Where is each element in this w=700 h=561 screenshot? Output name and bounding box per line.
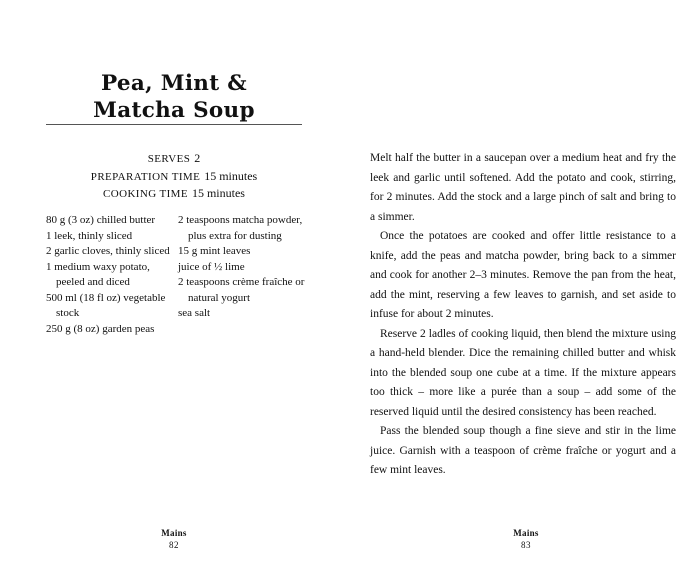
method-paragraph: Pass the blended soup though a fine sieve and stir in the lime juice. Garnish with a teaspoon of crème fraîche or yogurt and a few mint leaves. — [370, 425, 676, 476]
recipe-info — [46, 150, 302, 203]
serves-row — [46, 150, 302, 168]
ingredient-item: 1 medium waxy potato, peeled and diced — [46, 260, 150, 288]
ingredient-item: sea salt — [178, 307, 211, 319]
ingredients-column-1 — [46, 213, 174, 337]
right-page — [350, 0, 700, 561]
footer-right — [496, 527, 556, 551]
prep-time-label: PREPARATION TIME — [90, 170, 201, 183]
ingredient-item: 2 garlic cloves, thinly sliced — [46, 245, 170, 257]
method-text — [370, 149, 676, 481]
recipe-title-line-1: Pea, Mint & — [101, 71, 247, 96]
footer-left — [144, 527, 204, 551]
prep-time-row — [46, 168, 302, 186]
ingredient-item: 80 g (3 oz) chilled butter — [46, 214, 156, 226]
ingredient-item: 250 g (8 oz) garden peas — [46, 322, 155, 335]
prep-time-value: 15 minutes — [204, 168, 258, 183]
ingredient-item: 15 g mint leaves — [178, 245, 251, 257]
cook-time-label: COOKING TIME — [103, 188, 188, 200]
footer-section-name: Mains — [513, 528, 539, 538]
title-divider — [46, 124, 302, 125]
method-paragraph: Once the potatoes are cooked and offer little resistance to a knife, add the peas and matcha powder, bring back to a simmer and cook for another 2–3 minutes. Remove the pan from the heat, add the mint, reserving a few leaves to garnish, and set aside to infuse for about 2 minutes. — [370, 230, 676, 320]
cook-time-value: 15 minutes — [191, 186, 245, 200]
page-number: 83 — [521, 540, 531, 550]
ingredient-item: 1 leek, thinly sliced — [46, 229, 133, 242]
recipe-title-line-2: Matcha Soup — [93, 98, 255, 123]
serves-value: 2 — [194, 151, 201, 165]
page-number: 82 — [169, 540, 179, 550]
recipe-title — [46, 70, 302, 124]
method-paragraph: Melt half the butter in a saucepan over a medium heat and fry the leek and garlic until softened. Add the potato and cook, stirring, for 2 minutes. Add the stock and a large pinch of salt and bring to a simmer. — [370, 152, 676, 223]
ingredients-column-2 — [178, 213, 306, 322]
ingredient-item: juice of ½ lime — [178, 260, 245, 273]
serves-label: SERVES — [147, 153, 191, 165]
footer-section-name: Mains — [161, 528, 187, 538]
ingredient-item: 500 ml (18 fl oz) vegetable stock — [46, 291, 166, 319]
ingredient-item: 2 teaspoons matcha powder, plus extra for dusting — [178, 214, 303, 242]
method-paragraph: Reserve 2 ladles of cooking liquid, then blend the mixture using a hand-held blender. Dice the remaining chilled butter and whisk into the blended soup one cube at a time. If the mixture appears too thick – more like a purée than a soup – add some of the reserved liquid until the desired consistency has been reached. — [370, 327, 676, 418]
cook-time-row — [46, 185, 302, 203]
ingredient-item: 2 teaspoons crème fraîche or natural yogurt — [178, 276, 305, 304]
